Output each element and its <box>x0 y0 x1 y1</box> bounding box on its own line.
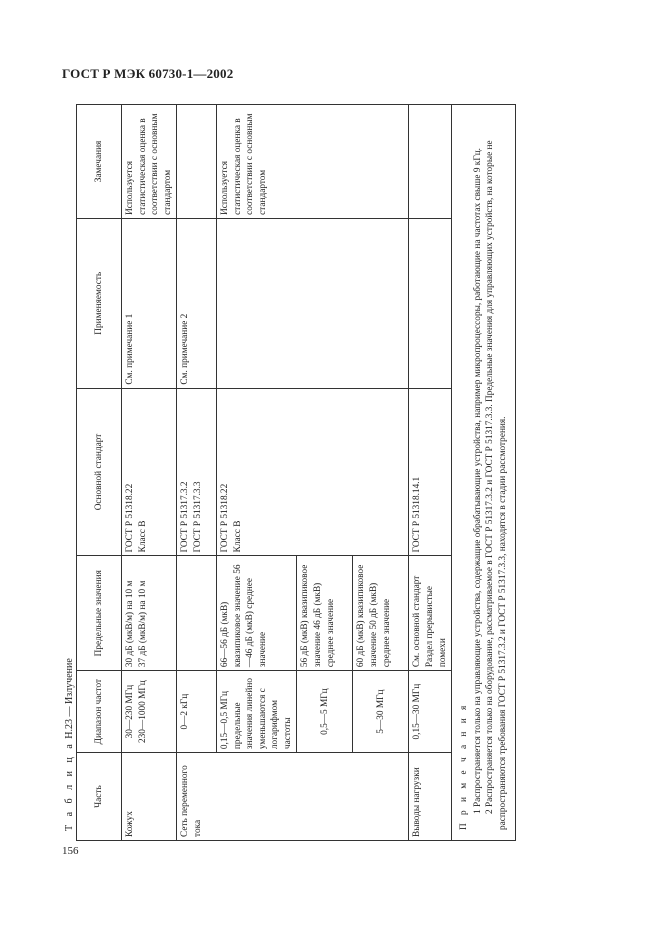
col-header-limits: Предельные значения <box>77 556 122 671</box>
cell-part: Сеть переменного тока <box>177 753 409 841</box>
cell-remarks <box>409 105 452 219</box>
cell-frequency <box>122 671 177 753</box>
cell-applicability <box>409 218 452 388</box>
limit-line: См. основной стандарт <box>412 575 423 668</box>
cell-frequency: 0—2 кГц <box>177 671 217 753</box>
cell-part: Кожух <box>122 753 177 841</box>
table-caption <box>64 658 75 831</box>
cell-remarks: Используется статистическая оценка в соответствии с основным стандартом <box>122 105 177 219</box>
cell-applicability: См. примечание 2 <box>177 218 217 388</box>
cell-limits <box>177 556 217 671</box>
cell-limits <box>409 556 452 671</box>
notes-row <box>452 105 516 841</box>
note-1: 1 Распространяется только на управляющие устройства, содержащие обрабатывающие устройства, например микропроцессоры, работающие на частотах свыше 9 кГц. <box>472 148 483 814</box>
caption-title: Излучение <box>64 658 75 704</box>
cell-limits <box>122 556 177 671</box>
standard-line: ГОСТ Р 51317.3.3 <box>192 481 203 553</box>
table-row <box>177 105 217 841</box>
col-header-standard: Основной стандарт <box>77 388 122 556</box>
col-header-applicability: Применяемость <box>77 218 122 388</box>
col-header-part: Часть <box>77 753 122 841</box>
page-number: 156 <box>62 845 79 857</box>
limit-line: 37 дБ (мкВ/м) на 10 м <box>137 580 148 668</box>
cell-applicability <box>217 218 409 388</box>
limit-line: Раздел прерывистые помехи <box>425 585 448 668</box>
cell-limits: 66—56 дБ (мкВ) квазипиковое значение 56—46 дБ (мкВ) среднее значение <box>217 556 297 671</box>
caption-prefix: Т а б л и ц а <box>64 741 75 831</box>
note-2: 2 Распространяется только на оборудование, рассматриваемое в ГОСТ Р 51317.3.2 и ГОСТ Р 51317.3.3. Предельные значения для управляющих устройств, на которые не распространяются требования ГОСТ Р 51317.3.2 и ГОСТ Р 51317.3.3, находятся в стадии рассмотрения. <box>485 140 508 830</box>
notes-cell <box>452 105 516 841</box>
cell-limits: 56 дБ (мкВ) квазипиковое значение 46 дБ (мкВ) среднее значение <box>297 556 353 671</box>
notes-heading: П р и м е ч а н и я <box>459 702 470 830</box>
cell-limits: 60 дБ (мкВ) квазипиковое значение 50 дБ (мкВ) среднее значение <box>353 556 409 671</box>
cell-applicability: См. примечание 1 <box>122 218 177 388</box>
col-header-frequency: Диапазон частот <box>77 671 122 753</box>
cell-remarks <box>177 105 217 219</box>
cell-standard <box>217 388 409 556</box>
cell-standard: ГОСТ Р 51318.14.1 <box>409 388 452 556</box>
table-header-row <box>77 105 122 841</box>
table-row <box>409 105 452 841</box>
limit-line: 30 дБ (мкВ/м) на 10 м <box>125 580 135 668</box>
cell-remarks: Используется статистическая оценка в соответствии с основным стандартом <box>217 105 409 219</box>
frequency-line: 230—1000 МГц <box>137 680 148 744</box>
table-row <box>122 105 177 841</box>
cell-frequency: 0,5—5 МГц <box>297 671 353 753</box>
cell-frequency: 5—30 МГц <box>353 671 409 753</box>
col-header-remarks: Замечания <box>77 105 122 219</box>
standard-line: ГОСТ Р 51318.22 <box>125 483 135 553</box>
standard-line: Класс В <box>232 520 243 553</box>
standard-line: ГОСТ Р 51317.3.2 <box>180 481 191 553</box>
cell-standard <box>177 388 217 556</box>
cell-part: Выводы нагрузки <box>409 753 452 841</box>
rotated-table-container <box>62 104 513 841</box>
cell-frequency: 0,15—0,5 МГц предельные значения линейно уменьшаются с логарифмом частоты <box>217 671 297 753</box>
caption-number: Н.23 — <box>64 706 75 739</box>
standard-line: ГОСТ Р 51318.22 <box>220 483 231 553</box>
table-row <box>217 105 297 841</box>
emission-table <box>76 104 516 841</box>
cell-standard <box>122 388 177 556</box>
standard-line: Класс В <box>137 520 148 553</box>
cell-frequency: 0,15—30 МГц <box>409 671 452 753</box>
frequency-line: 30—230 МГц <box>125 684 135 739</box>
document-header: ГОСТ Р МЭК 60730-1—2002 <box>62 66 234 81</box>
